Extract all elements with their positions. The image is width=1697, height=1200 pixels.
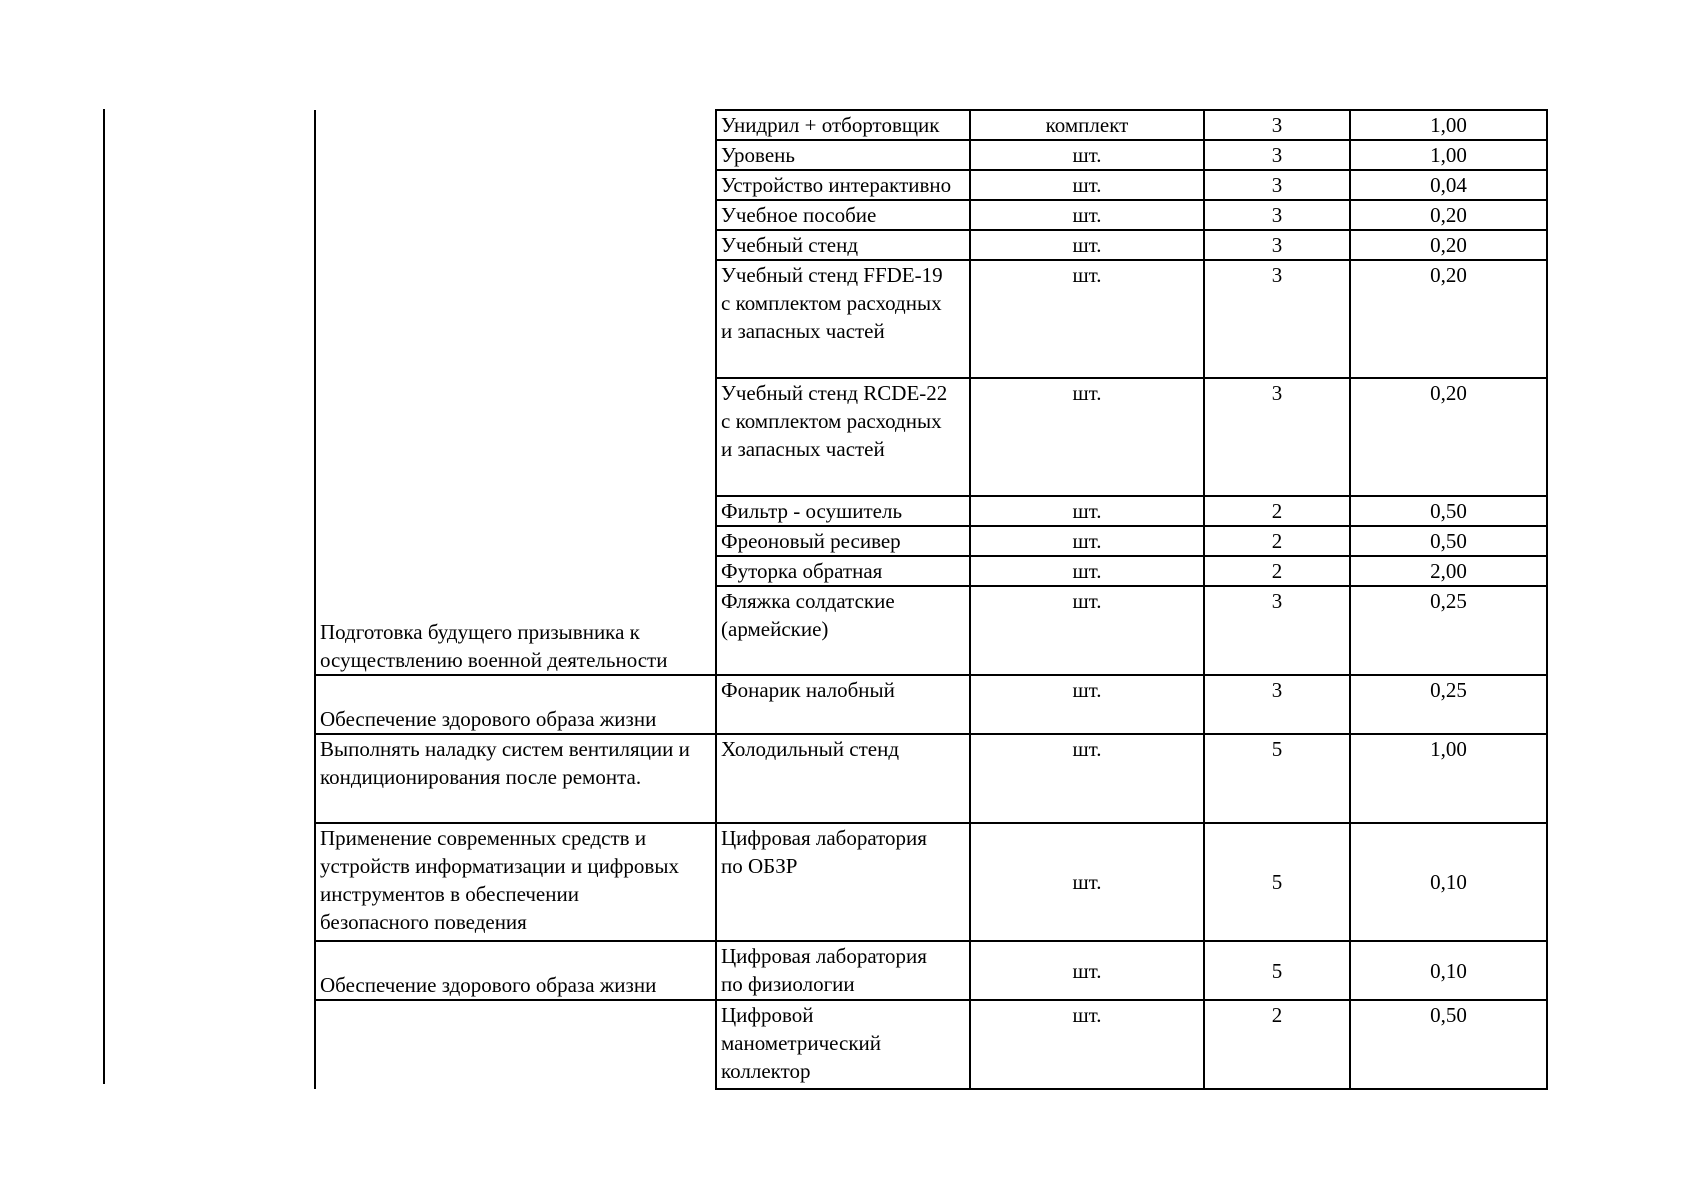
coef-cell: 0,50 [1350,496,1547,526]
item-name: Унидрил + отбортовщик [716,110,970,140]
coef-cell: 0,50 [1350,1000,1547,1089]
item-name: Устройство интерактивно [716,170,970,200]
item-name: Футорка обратная [716,556,970,586]
table-row [315,823,1547,941]
qty-cell: 3 [1204,260,1350,378]
unit-cell: шт. [970,1000,1204,1089]
qty-cell: 3 [1204,378,1350,496]
unit-cell: шт. [970,675,1204,734]
unit-cell: шт. [970,556,1204,586]
left-border-line [103,109,105,1084]
qty-cell: 2 [1204,556,1350,586]
qty-cell: 2 [1204,1000,1350,1089]
table-row [315,110,1547,140]
unit-cell: шт. [970,526,1204,556]
section-cell: Обеспечение здорового образа жизни [315,941,716,1000]
table-row [315,1000,1547,1089]
unit-cell: шт. [970,823,1204,941]
table-row [315,675,1547,734]
qty-cell: 3 [1204,230,1350,260]
qty-cell: 3 [1204,170,1350,200]
qty-cell: 3 [1204,110,1350,140]
item-name: Учебное пособие [716,200,970,230]
coef-cell: 2,00 [1350,556,1547,586]
item-name: Фреоновый ресивер [716,526,970,556]
item-name: Цифровая лаборатория по ОБЗР [716,823,970,941]
item-name: Фонарик налобный [716,675,970,734]
item-name: Учебный стенд RCDE-22 с комплектом расходных и запасных частей [716,378,970,496]
qty-cell: 3 [1204,200,1350,230]
item-name: Учебный стенд FFDE-19 с комплектом расходных и запасных частей [716,260,970,378]
unit-cell: шт. [970,734,1204,823]
unit-cell: шт. [970,140,1204,170]
coef-cell: 1,00 [1350,110,1547,140]
coef-cell: 1,00 [1350,140,1547,170]
coef-cell: 0,04 [1350,170,1547,200]
item-name: Уровень [716,140,970,170]
equipment-table [314,109,1548,1090]
section-cell: Применение современных средств и устройств информатизации и цифровых инструментов в обеспечении безопасного поведения [315,823,716,941]
qty-cell: 2 [1204,496,1350,526]
item-name: Учебный стенд [716,230,970,260]
unit-cell: шт. [970,378,1204,496]
coef-cell: 0,10 [1350,941,1547,1000]
unit-cell: шт. [970,260,1204,378]
section-cell: Подготовка будущего призывника к осуществлению военной деятельности [315,110,716,675]
coef-cell: 0,20 [1350,230,1547,260]
qty-cell: 5 [1204,941,1350,1000]
unit-cell: шт. [970,496,1204,526]
item-name: Фляжка солдатские (армейские) [716,586,970,675]
item-name: Холодильный стенд [716,734,970,823]
coef-cell: 0,20 [1350,200,1547,230]
section-cell [315,1000,716,1089]
item-name: Цифровая лаборатория по физиологии [716,941,970,1000]
table-row [315,941,1547,1000]
section-cell: Выполнять наладку систем вентиляции и кондиционирования после ремонта. [315,734,716,823]
coef-cell: 0,25 [1350,675,1547,734]
qty-cell: 3 [1204,586,1350,675]
unit-cell: шт. [970,170,1204,200]
coef-cell: 0,20 [1350,260,1547,378]
unit-cell: комплект [970,110,1204,140]
qty-cell: 2 [1204,526,1350,556]
unit-cell: шт. [970,200,1204,230]
section-cell: Обеспечение здорового образа жизни [315,675,716,734]
unit-cell: шт. [970,586,1204,675]
table-row [315,734,1547,823]
coef-cell: 0,20 [1350,378,1547,496]
item-name: Фильтр - осушитель [716,496,970,526]
coef-cell: 0,50 [1350,526,1547,556]
qty-cell: 3 [1204,675,1350,734]
coef-cell: 0,25 [1350,586,1547,675]
item-name: Цифровой манометрический коллектор [716,1000,970,1089]
coef-cell: 1,00 [1350,734,1547,823]
coef-cell: 0,10 [1350,823,1547,941]
qty-cell: 3 [1204,140,1350,170]
qty-cell: 5 [1204,734,1350,823]
unit-cell: шт. [970,941,1204,1000]
qty-cell: 5 [1204,823,1350,941]
unit-cell: шт. [970,230,1204,260]
